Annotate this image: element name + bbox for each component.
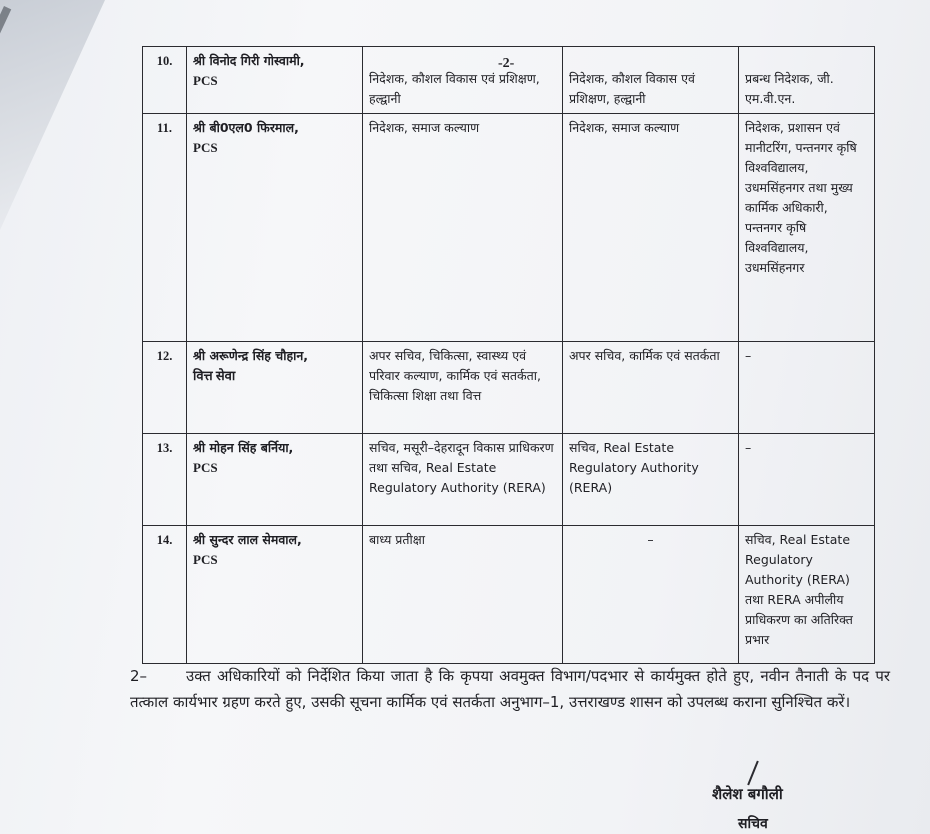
officer-name-cell xyxy=(187,434,363,526)
current-post: निदेशक, कौशल विकास एवं प्रशिक्षण, हल्द्वानी xyxy=(363,47,563,114)
serial-number: 12. xyxy=(143,342,187,434)
serial-number: 13. xyxy=(143,434,187,526)
officer-name-cell xyxy=(187,114,363,342)
additional-charge: सचिव, Real Estate Regulatory Authority (RERA) तथा RERA अपीलीय प्राधिकरण का अतिरिक्त प्रभार xyxy=(739,526,875,664)
officer-name: श्री बी0एल0 फिरमाल, xyxy=(193,120,299,135)
new-post: अपर सचिव, कार्मिक एवं सतर्कता xyxy=(563,342,739,434)
current-post: अपर सचिव, चिकित्सा, स्वास्थ्य एवं परिवार कल्याण, कार्मिक एवं सतर्कता, चिकित्सा शिक्षा तथा वित्त xyxy=(363,342,563,434)
officer-name: श्री विनोद गिरी गोस्वामी, xyxy=(193,53,305,68)
signatory-name: शैलेश बगौली xyxy=(712,785,783,803)
table-row xyxy=(143,526,875,664)
serial-number: 11. xyxy=(143,114,187,342)
officer-service: PCS xyxy=(193,73,218,88)
additional-charge: – xyxy=(739,342,875,434)
additional-charge: – xyxy=(739,434,875,526)
paragraph-text: उक्त अधिकारियों को निर्देशित किया जाता है कि कृपया अवमुक्त विभाग/पदभार से कार्यमुक्त होते हुए, नवीन तैनाती के पद पर तत्काल कार्यभार ग्रहण करते हुए, उसकी सूचना कार्मिक एवं सतर्कता अनुभाग–1, उत्तराखण्ड शासन को उपलब्ध कराना सुनिश्चित करें। xyxy=(130,667,890,711)
new-post: – xyxy=(563,526,739,664)
serial-number: 10. xyxy=(143,47,187,114)
officer-service: PCS xyxy=(193,552,218,567)
officer-name: श्री मोहन सिंह बर्निया, xyxy=(193,440,294,455)
officer-name: श्री अरूणेन्द्र सिंह चौहान, xyxy=(193,348,309,363)
new-post: सचिव, Real Estate Regulatory Authority (RERA) xyxy=(563,434,739,526)
additional-charge: प्रबन्ध निदेशक, जी. एम.वी.एन. xyxy=(739,47,875,114)
instruction-paragraph xyxy=(130,663,890,715)
paragraph-number: 2– xyxy=(130,667,148,685)
table-row xyxy=(143,434,875,526)
officer-service: PCS xyxy=(193,460,218,475)
current-post: सचिव, मसूरी–देहरादून विकास प्राधिकरण तथा सचिव, Real Estate Regulatory Authority (RERA) xyxy=(363,434,563,526)
officer-service: PCS xyxy=(193,140,218,155)
officer-name: श्री सुन्दर लाल सेमवाल, xyxy=(193,532,302,547)
officer-name-cell xyxy=(187,342,363,434)
table-row xyxy=(143,342,875,434)
table-row xyxy=(143,47,875,114)
officer-service: वित्त सेवा xyxy=(193,368,236,383)
new-post: निदेशक, समाज कल्याण xyxy=(563,114,739,342)
current-post: निदेशक, समाज कल्याण xyxy=(363,114,563,342)
additional-charge: निदेशक, प्रशासन एवं मानीटरिंग, पन्तनगर कृषि विश्वविद्यालय, उधमसिंहनगर तथा मुख्य कार्मिक अधिकारी, पन्तनगर कृषि विश्वविद्यालय, उधमसिंहनगर xyxy=(739,114,875,342)
serial-number: 14. xyxy=(143,526,187,664)
table-row xyxy=(143,114,875,342)
officer-name-cell xyxy=(187,47,363,114)
transfer-table xyxy=(142,46,875,664)
signatory-designation: सचिव xyxy=(738,816,768,832)
page-number: -2- xyxy=(498,56,515,71)
current-post: बाध्य प्रतीक्षा xyxy=(363,526,563,664)
new-post: निदेशक, कौशल विकास एवं प्रशिक्षण, हल्द्वानी xyxy=(563,47,739,114)
officer-name-cell xyxy=(187,526,363,664)
